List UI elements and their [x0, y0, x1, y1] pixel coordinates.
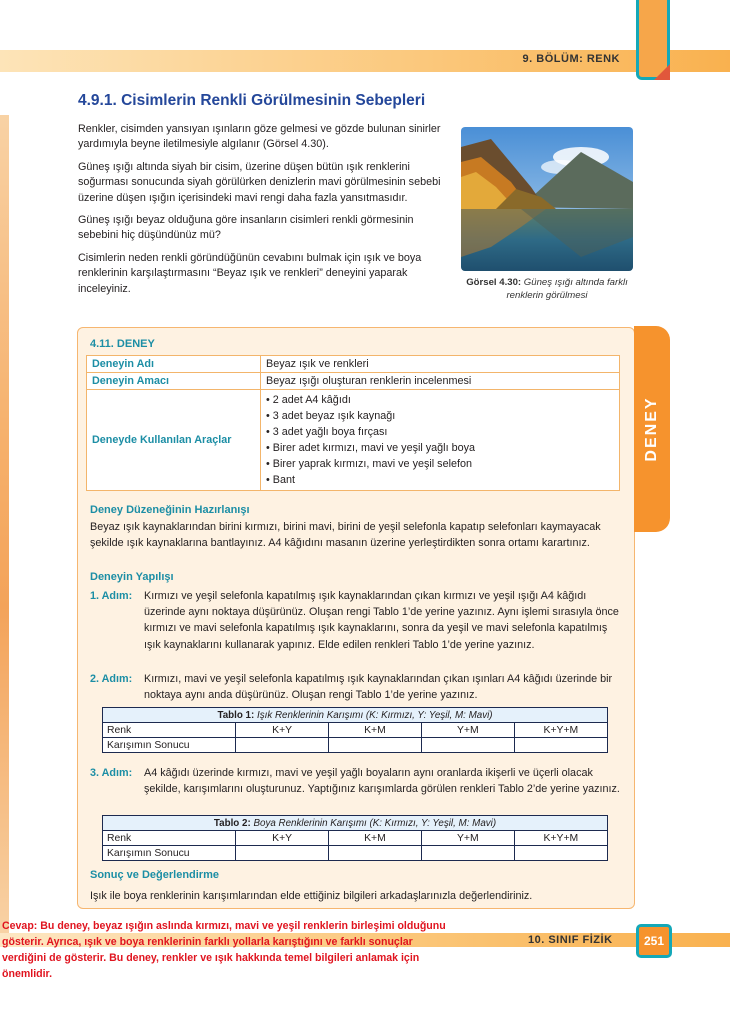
experiment-title: 4.11. DENEY	[90, 338, 155, 350]
list-item: • Birer yaprak kırmızı, mavi ve yeşil selefon	[266, 456, 614, 472]
conclusion-heading: Sonuç ve Değerlendirme	[90, 869, 219, 881]
answer-note: Cevap: Bu deney, beyaz ışığın aslında kırmızı, mavi ve yeşil renklerin birleşimi olduğunu gösterir. Ayrıca, ışık ve boya renklerinin farklı yollarla karıştığını ve farklı sonuçlar verdiğini de gösterir. Bu deney, renkler ve ışık hakkında temel bilgileri anlamak için önemlidir.	[2, 920, 446, 980]
step-number: 2. Adım:	[90, 673, 133, 685]
chapter-title: 9. BÖLÜM: RENK	[522, 53, 620, 65]
answer-cell[interactable]	[421, 738, 514, 753]
experiment-name-value: Beyaz ışık ve renkleri	[261, 356, 620, 373]
experiment-tab-label: DENEY	[643, 396, 660, 462]
table-row	[103, 831, 608, 846]
table-caption-text: Işık Renklerinin Karışımı (K: Kırmızı, Y: Yeşil, M: Mavi)	[257, 709, 493, 721]
table-row	[87, 390, 620, 491]
figure-caption-text: Güneş ışığı altında farklı renklerin görülmesi	[506, 277, 628, 301]
table-label: Tablo 2:	[213, 817, 251, 829]
table-label: Tablo 1:	[217, 709, 255, 721]
row-label: Renk	[103, 723, 236, 738]
step-text: Kırmızı ve yeşil selefonla kapatılmış ışık kaynaklarından çıkan kırmızı ve yeşil ışığı A4 kâğıdı üzerinde aynı noktaya düşürünüz. Oluşan rengi Tablo 1’de yerine yazınız. Aynı işlemi sırasıyla önce kırmızı ve mavi selefonla kapatılmış ışık kaynaklarını, sonra da yeşil ve mavi selefonla kapatılmış ışık kaynaklarını kullanarak yapınız. Elde edilen renkleri Tablo 1’de yerine yazınız.	[144, 590, 619, 651]
experiment-info-table	[86, 355, 620, 491]
answer-cell[interactable]	[329, 846, 422, 861]
list-item: • Birer adet kırmızı, mavi ve yeşil yağlı boya	[266, 440, 614, 456]
table-row	[87, 373, 620, 390]
intro-text	[78, 122, 450, 304]
experiment-side-tab	[634, 326, 670, 532]
answer-cell[interactable]	[514, 738, 607, 753]
column-header: Y+M	[421, 831, 514, 846]
answer-cell[interactable]	[329, 738, 422, 753]
procedure-heading: Deneyin Yapılışı	[90, 571, 174, 583]
step-number: 3. Adım:	[90, 767, 133, 779]
column-header: K+Y+M	[514, 831, 607, 846]
experiment-tools-cell	[261, 390, 620, 491]
step-2	[90, 671, 622, 703]
experiment-purpose-label: Deneyin Amacı	[87, 373, 261, 390]
intro-paragraph: Güneş ışığı beyaz olduğuna göre insanların cisimleri renkli görmesinin sebebini hiç düşündünüz mü?	[78, 214, 414, 242]
list-item: • 3 adet beyaz ışık kaynağı	[266, 408, 614, 424]
figure-caption	[461, 276, 633, 302]
table-2	[102, 815, 608, 861]
setup-heading: Deney Düzeneğinin Hazırlanışı	[90, 504, 250, 516]
column-header: Y+M	[421, 723, 514, 738]
answer-cell[interactable]	[514, 846, 607, 861]
conclusion-text: Işık ile boya renklerinin karışımlarından elde ettiğiniz bilgileri arkadaşlarınızla değerlendiriniz.	[90, 890, 533, 902]
lake-mountain-illustration	[461, 127, 633, 271]
column-header: K+M	[329, 831, 422, 846]
row-label: Karışımın Sonucu	[103, 738, 236, 753]
figure-label: Görsel 4.30:	[466, 277, 522, 288]
grade-label: 10. SINIF FİZİK	[528, 934, 613, 946]
row-label: Karışımın Sonucu	[103, 846, 236, 861]
table-caption	[103, 708, 608, 723]
answer-cell[interactable]	[421, 846, 514, 861]
page-number: 251	[636, 924, 672, 958]
table-row	[103, 846, 608, 861]
header-band	[0, 50, 730, 72]
landscape-photo	[461, 127, 633, 271]
list-item: • 2 adet A4 kâğıdı	[266, 392, 614, 408]
row-label: Renk	[103, 831, 236, 846]
intro-paragraph: Renkler, cisimden yansıyan ışınların göze gelmesi ve gözde bulunan sinirler yardımıyla beyne iletilmesiyle algılanır (Görsel 4.30).	[78, 123, 441, 151]
step-text: Kırmızı, mavi ve yeşil selefonla kapatılmış ışık kaynaklarından çıkan ışınları A4 kâğıdı üzerinde bir noktaya aynı anda düşürünüz. Oluşan rengi Tablo 1’de yerine yazınız.	[144, 673, 613, 702]
table-1	[102, 707, 608, 753]
left-margin-strip	[0, 115, 9, 935]
column-header: K+M	[329, 723, 422, 738]
table-row	[103, 738, 608, 753]
experiment-name-label: Deneyin Adı	[87, 356, 261, 373]
experiment-tools-label: Deneyde Kullanılan Araçlar	[87, 390, 261, 491]
experiment-purpose-value: Beyaz ışığı oluşturan renklerin incelenmesi	[261, 373, 620, 390]
step-text: A4 kâğıdı üzerinde kırmızı, mavi ve yeşil yağlı boyaların aynı oranlarda ikişerli ve üçerli olacak şekilde, karışımlarını oluşturunuz. Yaptığınız karışımlarda görülen renkleri Tablo 2’de yerine yazınız.	[144, 767, 620, 796]
step-3	[90, 765, 622, 797]
table-caption	[103, 816, 608, 831]
tools-list	[266, 392, 614, 488]
table-caption-row	[103, 816, 608, 831]
corner-tab	[636, 0, 670, 80]
column-header: K+Y+M	[514, 723, 607, 738]
table-row	[103, 723, 608, 738]
list-item: • 3 adet yağlı boya fırçası	[266, 424, 614, 440]
answer-cell[interactable]	[236, 846, 329, 861]
table-row	[87, 356, 620, 373]
column-header: K+Y	[236, 831, 329, 846]
table-caption-text: Boya Renklerinin Karışımı (K: Kırmızı, Y: Yeşil, M: Mavi)	[253, 817, 497, 829]
setup-text: Beyaz ışık kaynaklarından birini kırmızı, birini mavi, birini de yeşil selefonla kapatıp selefonları kaymayacak şekilde ışık kaynaklarına bantlayınız. A4 kâğıdını masanın üzerine yerleştirdikten sonra ortamı karartınız.	[90, 521, 601, 550]
intro-paragraph: Güneş ışığı altında siyah bir cisim, üzerine düşen bütün ışık renklerini soğurması sonucunda siyah görülürken denizlerin mavi görülmesinin sebebi üzerine düşen ışığın içerisindeki mavi rengi daha fazla yansıtmasıdır.	[78, 160, 441, 204]
intro-paragraph: Cisimlerin neden renkli göründüğünün cevabını bulmak için ışık ve boya renklerinin karşılaştırmasını “Beyaz ışık ve renkleri” deneyini yaparak inceleyiniz.	[78, 251, 422, 295]
answer-cell[interactable]	[236, 738, 329, 753]
table-caption-row	[103, 708, 608, 723]
column-header: K+Y	[236, 723, 329, 738]
step-number: 1. Adım:	[90, 590, 133, 602]
list-item: • Bant	[266, 472, 614, 488]
section-title: 4.9.1. Cisimlerin Renkli Görülmesinin Sebepleri	[78, 92, 426, 109]
step-1	[90, 588, 622, 653]
